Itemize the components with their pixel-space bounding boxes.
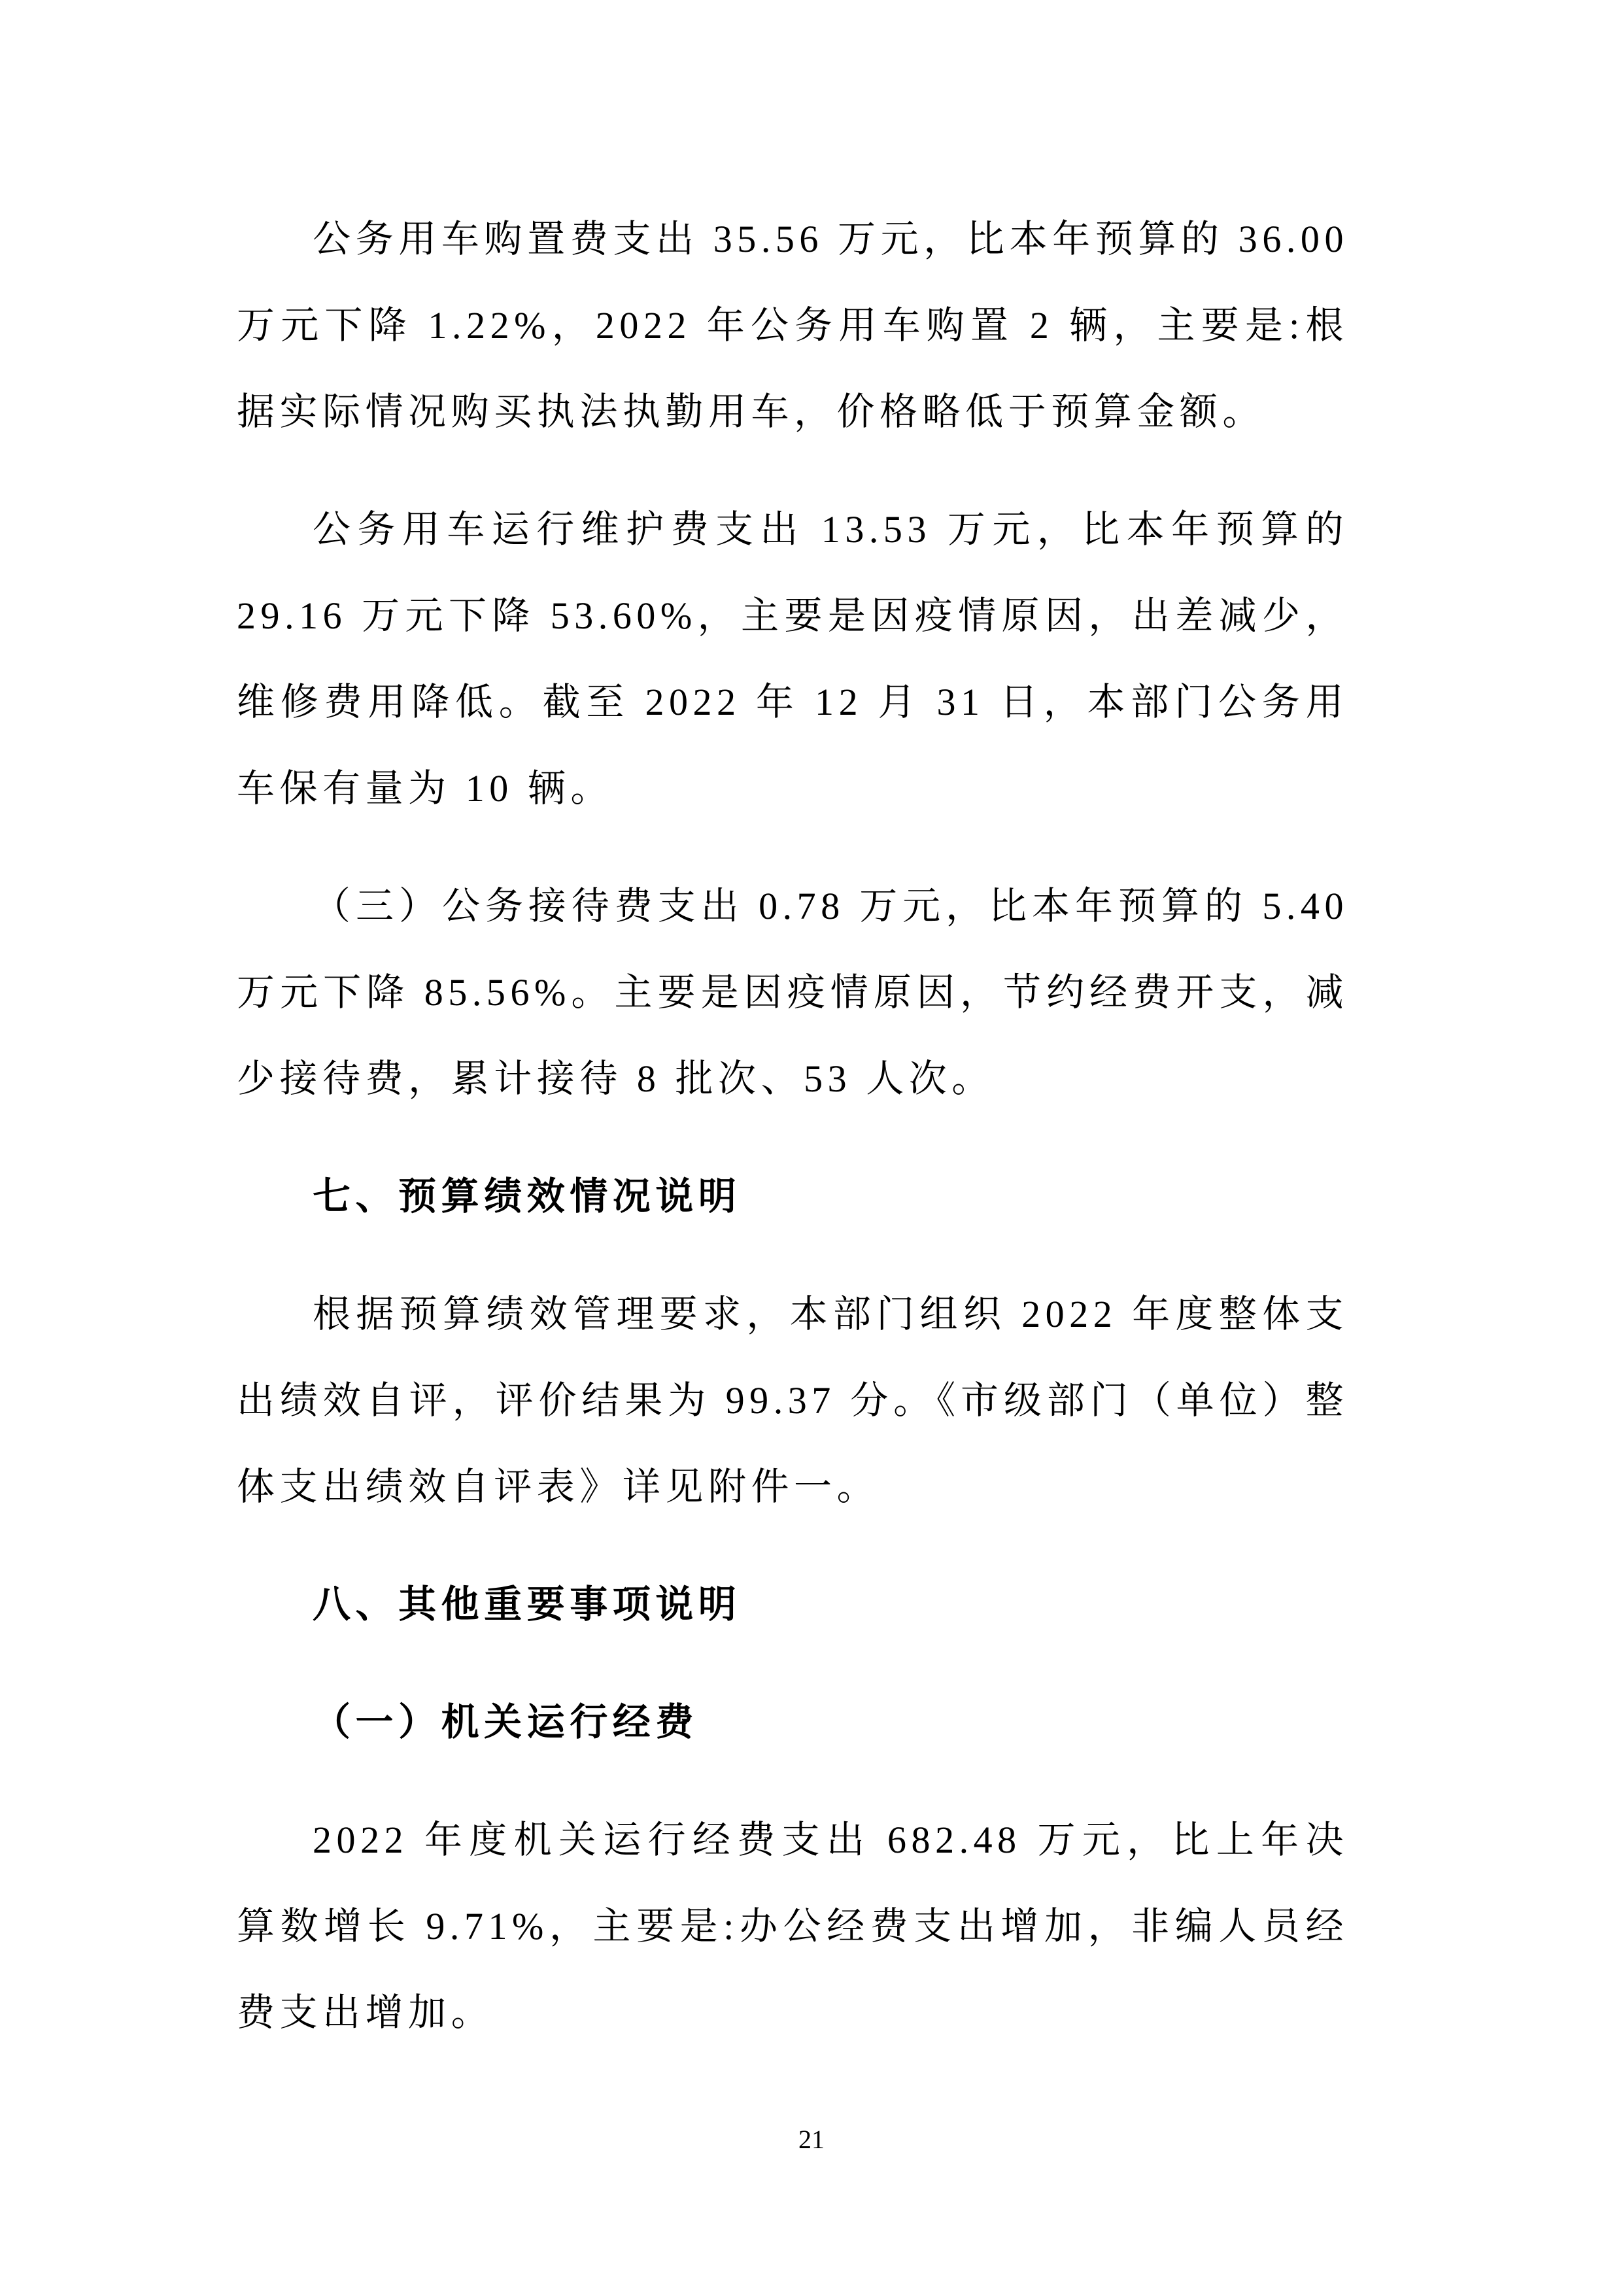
body-paragraph-vehicle-maintenance: 公务用车运行维护费支出 13.53 万元，比本年预算的 29.16 万元下降 53.60%，主要是因疫情原因，出差减少，维修费用降低。截至 2022 年 12 月 31 日，本部门公务用车保有量为 10 辆。 [237, 508, 1348, 810]
document-content [237, 196, 1348, 2087]
body-paragraph-vehicle-purchase: 公务用车购置费支出 35.56 万元，比本年预算的 36.00 万元下降 1.22%，2022 年公务用车购置 2 辆，主要是:根据实际情况购买执法执勤用车，价格略低于预算金额。 [237, 218, 1348, 433]
page-number: 21 [798, 2125, 825, 2154]
section-heading-other-important-matters: 八、其他重要事项说明 [313, 1583, 742, 1626]
body-paragraph-operating-expense: 2022 年度机关运行经费支出 682.48 万元，比上年决算数增长 9.71%，主要是:办公经费支出增加，非编人员经费支出增加。 [237, 1819, 1348, 2034]
subsection-heading-agency-operating-funds: （一）机关运行经费 [313, 1701, 698, 1743]
body-paragraph-official-reception: （三）公务接待费支出 0.78 万元，比本年预算的 5.40 万元下降 85.56%。主要是因疫情原因，节约经费开支，减少接待费，累计接待 8 批次、53 人次。 [237, 885, 1348, 1100]
body-paragraph-performance-self-evaluation: 根据预算绩效管理要求，本部门组织 2022 年度整体支出绩效自评，评价结果为 99.37 分。《市级部门（单位）整体支出绩效自评表》详见附件一。 [237, 1293, 1348, 1508]
section-heading-budget-performance: 七、预算绩效情况说明 [313, 1175, 742, 1218]
